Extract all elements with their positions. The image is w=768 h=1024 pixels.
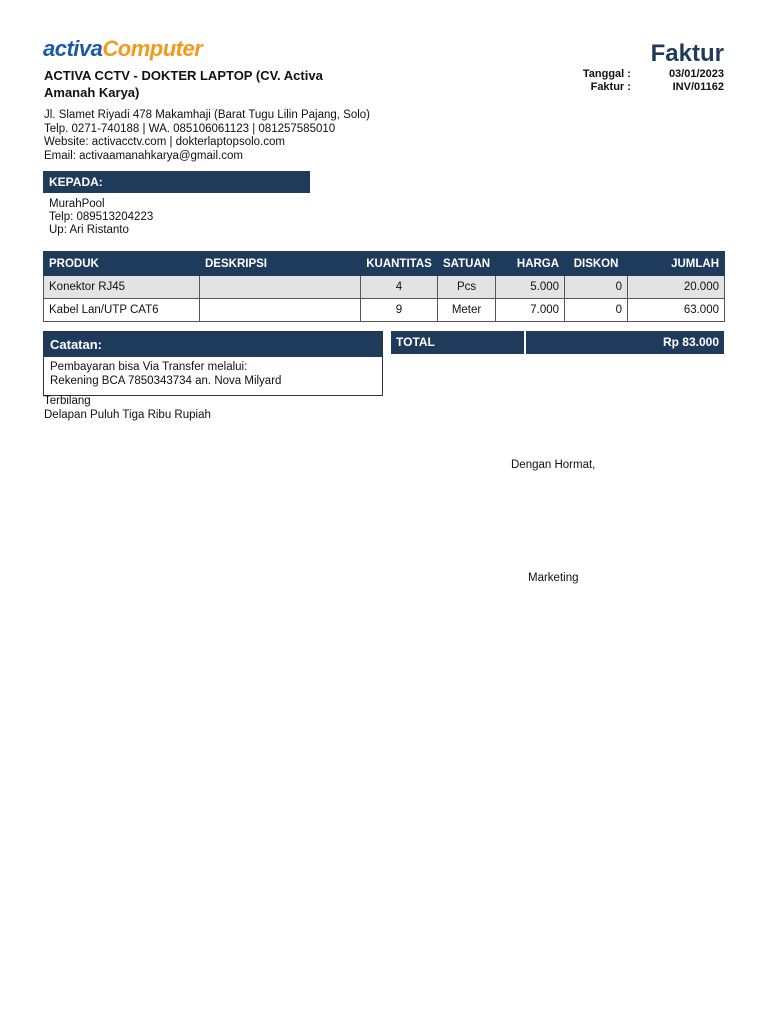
col-header-harga: HARGA bbox=[496, 252, 565, 276]
company-website: Website: activacctv.com | dokterlaptopsolo.com bbox=[44, 136, 285, 148]
company-name: ACTIVA CCTV - DOKTER LAPTOP (CV. Activa Amanah Karya) bbox=[44, 68, 323, 100]
terbilang-label: Terbilang bbox=[44, 395, 91, 407]
company-email: Email: activaamanahkarya@gmail.com bbox=[44, 149, 243, 162]
cell-produk: Konektor RJ45 bbox=[44, 276, 200, 299]
amount-in-words bbox=[44, 395, 211, 422]
cell-produk: Kabel Lan/UTP CAT6 bbox=[44, 299, 200, 322]
recipient-header: KEPADA: bbox=[43, 171, 310, 193]
logo-text-computer: Computer bbox=[102, 36, 203, 61]
notes-line-1: Pembayaran bisa Via Transfer melalui: bbox=[50, 361, 248, 373]
cell-diskon: 0 bbox=[565, 276, 628, 299]
date-label: Tanggal : bbox=[582, 68, 631, 80]
cell-harga: 7.000 bbox=[496, 299, 565, 322]
cell-kuantitas: 9 bbox=[361, 299, 438, 322]
cell-harga: 5.000 bbox=[496, 276, 565, 299]
notes-box bbox=[43, 331, 383, 396]
table-row bbox=[44, 276, 725, 299]
col-header-produk: PRODUK bbox=[44, 252, 200, 276]
recipient-name: MurahPool bbox=[49, 198, 105, 210]
invoice-number-label: Faktur : bbox=[590, 81, 631, 93]
cell-jumlah: 63.000 bbox=[628, 299, 725, 322]
cell-satuan: Pcs bbox=[438, 276, 496, 299]
total-value: Rp 83.000 bbox=[526, 331, 724, 354]
invoice-meta bbox=[541, 68, 724, 94]
company-address: Jl. Slamet Riyadi 478 Makamhaji (Barat Tugu Lilin Pajang, Solo) bbox=[44, 109, 370, 121]
company-logo bbox=[43, 36, 202, 62]
notes-line-2: Rekening BCA 7850343734 an. Nova Milyard bbox=[50, 374, 282, 387]
col-header-satuan: SATUAN bbox=[438, 252, 496, 276]
invoice-number-value: INV/01162 bbox=[672, 81, 724, 93]
table-row bbox=[44, 299, 725, 322]
col-header-diskon: DISKON bbox=[565, 252, 628, 276]
logo-text-activa: activa bbox=[43, 36, 103, 61]
recipient-attn: Up: Ari Ristanto bbox=[49, 224, 129, 236]
col-header-kuantitas: KUANTITAS bbox=[361, 252, 438, 276]
items-table bbox=[43, 251, 725, 322]
cell-jumlah: 20.000 bbox=[628, 276, 725, 299]
terbilang-value: Delapan Puluh Tiga Ribu Rupiah bbox=[44, 408, 211, 421]
table-header-row bbox=[44, 252, 725, 276]
company-phone: Telp. 0271-740188 | WA. 085106061123 | 081257585010 bbox=[44, 122, 336, 135]
cell-diskon: 0 bbox=[565, 299, 628, 322]
notes-header: Catatan: bbox=[44, 332, 382, 357]
company-contact bbox=[44, 109, 370, 163]
date-value: 03/01/2023 bbox=[668, 68, 724, 80]
total-label: TOTAL bbox=[391, 331, 524, 354]
signature-role: Marketing bbox=[528, 572, 579, 584]
recipient-block bbox=[49, 198, 153, 237]
cell-satuan: Meter bbox=[438, 299, 496, 322]
cell-kuantitas: 4 bbox=[361, 276, 438, 299]
cell-deskripsi bbox=[200, 276, 361, 299]
col-header-deskripsi: DESKRIPSI bbox=[200, 252, 361, 276]
cell-deskripsi bbox=[200, 299, 361, 322]
recipient-phone: Telp: 089513204223 bbox=[49, 211, 154, 223]
signature-closing: Dengan Hormat, bbox=[511, 459, 596, 471]
notes-body bbox=[44, 357, 382, 392]
col-header-jumlah: JUMLAH bbox=[628, 252, 725, 276]
document-title: Faktur bbox=[650, 40, 724, 67]
